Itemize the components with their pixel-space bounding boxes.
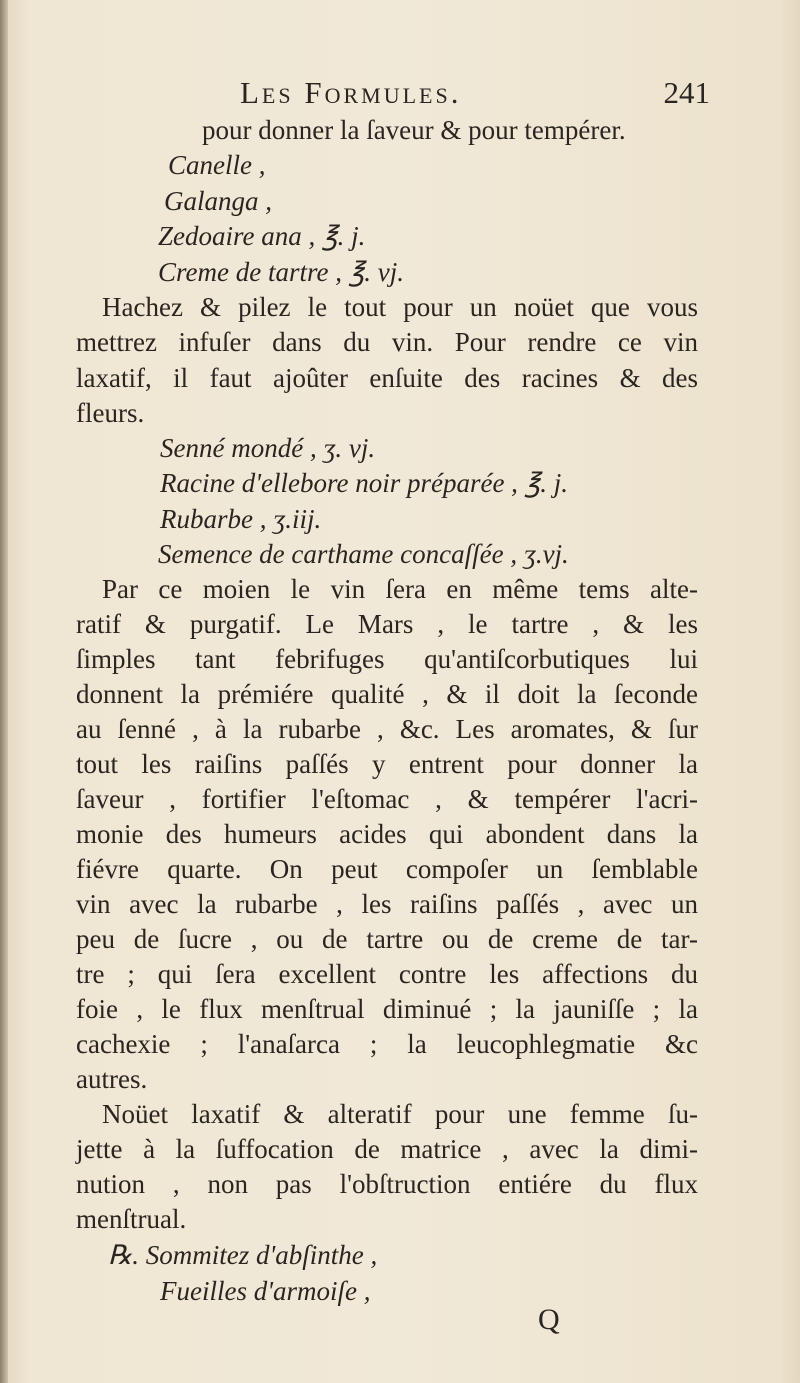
text-line: ratif & purgatif. Le Mars , le tartre , & les <box>76 609 698 639</box>
text-line: Par ce moien le vin ſera en même tems alte- <box>102 574 698 604</box>
ingredient-line: Semence de carthame concaſſée , ʒ.vj. <box>158 539 569 569</box>
text-line: fiévre quarte. On peut compoſer un ſemblable <box>76 854 698 884</box>
text-line: menſtrual. <box>76 1204 187 1234</box>
text-line: jette à la ſuffocation de matrice , avec la dimi- <box>76 1134 698 1164</box>
ingredient-line: Canelle , <box>168 150 266 180</box>
text-line: ſaveur , fortifier l'eſtomac , & tempérer l'acri- <box>76 784 698 814</box>
ingredient-line: Zedoaire ana , ℥. j. <box>158 221 366 251</box>
text-line: nution , non pas l'obſtruction entiére du flux <box>76 1169 698 1199</box>
text-line: pour donner la ſaveur & pour tempérer. <box>202 115 626 145</box>
running-title: Les Formules. <box>240 75 462 110</box>
text-line: Hachez & pilez le tout pour un noüet que vous <box>102 292 698 322</box>
ingredient-line: Fueilles d'armoiſe , <box>160 1276 371 1306</box>
text-line: tre ; qui ſera excellent contre les affections du <box>76 959 698 989</box>
ingredient-line: Creme de tartre , ℥. vj. <box>158 257 405 287</box>
text-line: Noüet laxatif & alteratif pour une femme ſu- <box>102 1099 698 1129</box>
ingredient-line: ℞. Sommitez d'abſinthe , <box>108 1240 378 1270</box>
text-line: ſimples tant febrifuges qu'antiſcorbutiques lui <box>76 644 698 674</box>
page-number: 241 <box>663 75 710 110</box>
page-header <box>240 75 710 115</box>
ingredient-line: Racine d'ellebore noir préparée , ℥. j. <box>160 468 569 498</box>
ingredient-line: Rubarbe , ʒ.iij. <box>160 504 322 534</box>
text-line: vin avec la rubarbe , les raiſins paſſés , avec un <box>76 889 698 919</box>
text-line: autres. <box>76 1064 148 1094</box>
text-line: laxatif, il faut ajoûter enſuite des racines & des <box>76 363 698 393</box>
ingredient-line: Galanga , <box>164 186 272 216</box>
text-line: foie , le flux menſtrual diminué ; la jauniſſe ; la <box>76 994 698 1024</box>
text-line: tout les raiſins paſſés y entrent pour donner la <box>76 749 698 779</box>
page-gutter <box>0 0 8 1383</box>
text-line: fleurs. <box>76 398 145 428</box>
text-line: au ſenné , à la rubarbe , &c. Les aromates, & ſur <box>76 714 698 744</box>
text-line: donnent la prémiére qualité , & il doit la ſeconde <box>76 679 698 709</box>
ingredient-line: Senné mondé , ʒ. vj. <box>160 433 376 463</box>
signature-mark: Q <box>538 1303 560 1336</box>
text-line: cachexie ; l'anaſarca ; la leucophlegmatie &c <box>76 1029 698 1059</box>
text-line: monie des humeurs acides qui abondent dans la <box>76 819 698 849</box>
text-line: peu de ſucre , ou de tartre ou de creme de tar- <box>76 924 698 954</box>
text-line: mettrez infuſer dans du vin. Pour rendre ce vin <box>76 327 698 357</box>
